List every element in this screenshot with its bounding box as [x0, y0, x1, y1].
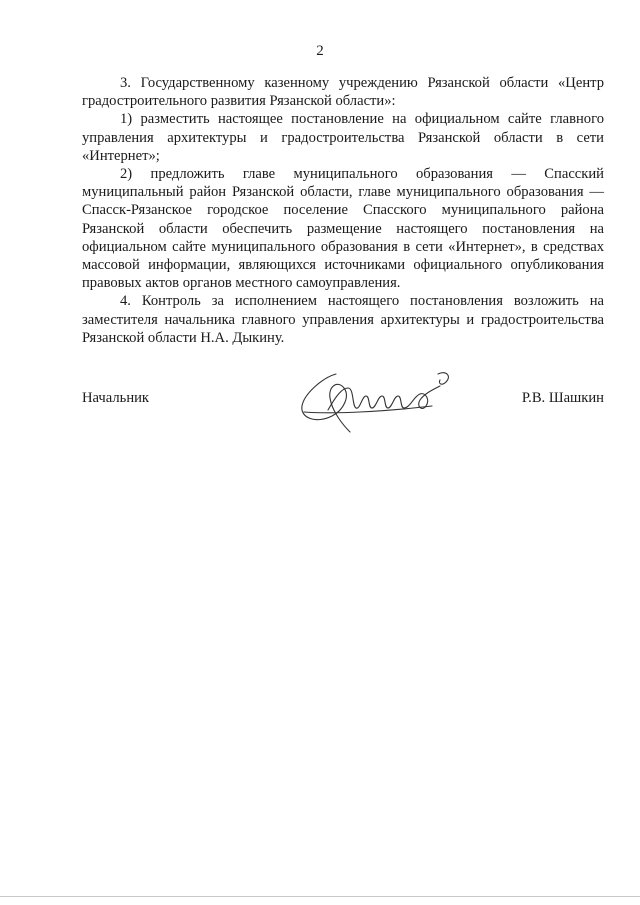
- signature-block: [82, 372, 604, 442]
- paragraph-item-4: 4. Контроль за исполнением настоящего постановления возложить на заместителя начальника главного управления архитектуры и градостроительства Рязанской области Н.А. Дыкину.: [82, 293, 604, 346]
- page-number: 2: [316, 43, 324, 59]
- handwritten-signature: [292, 366, 472, 438]
- document-body: [82, 74, 604, 347]
- paragraph-item-3: 3. Государственному казенному учреждению Рязанской области «Центр градостроительного развития Рязанской области»:: [82, 75, 604, 110]
- paragraph-subitem-1: 1) разместить настоящее постановление на официальном сайте главного управления архитектуры и градостроительства Рязанской области в сети «Интернет»;: [82, 111, 604, 164]
- paragraph-subitem-2: 2) предложить главе муниципального образования — Спасский муниципальный район Рязанской области, главе муниципального образования — Спасск-Рязанское городское поселение Спасского муниципального района Рязанской области обеспечить размещение настоящего постановления на официальном сайте муниципального образования в сети «Интернет», в средствах массовой информации, являющихся источниками официального опубликования правовых актов органов местного самоуправления.: [82, 166, 604, 292]
- signatory-name: Р.В. Шашкин: [521, 390, 604, 406]
- page-bottom-divider: [0, 896, 640, 897]
- signatory-title: Начальник: [82, 390, 150, 406]
